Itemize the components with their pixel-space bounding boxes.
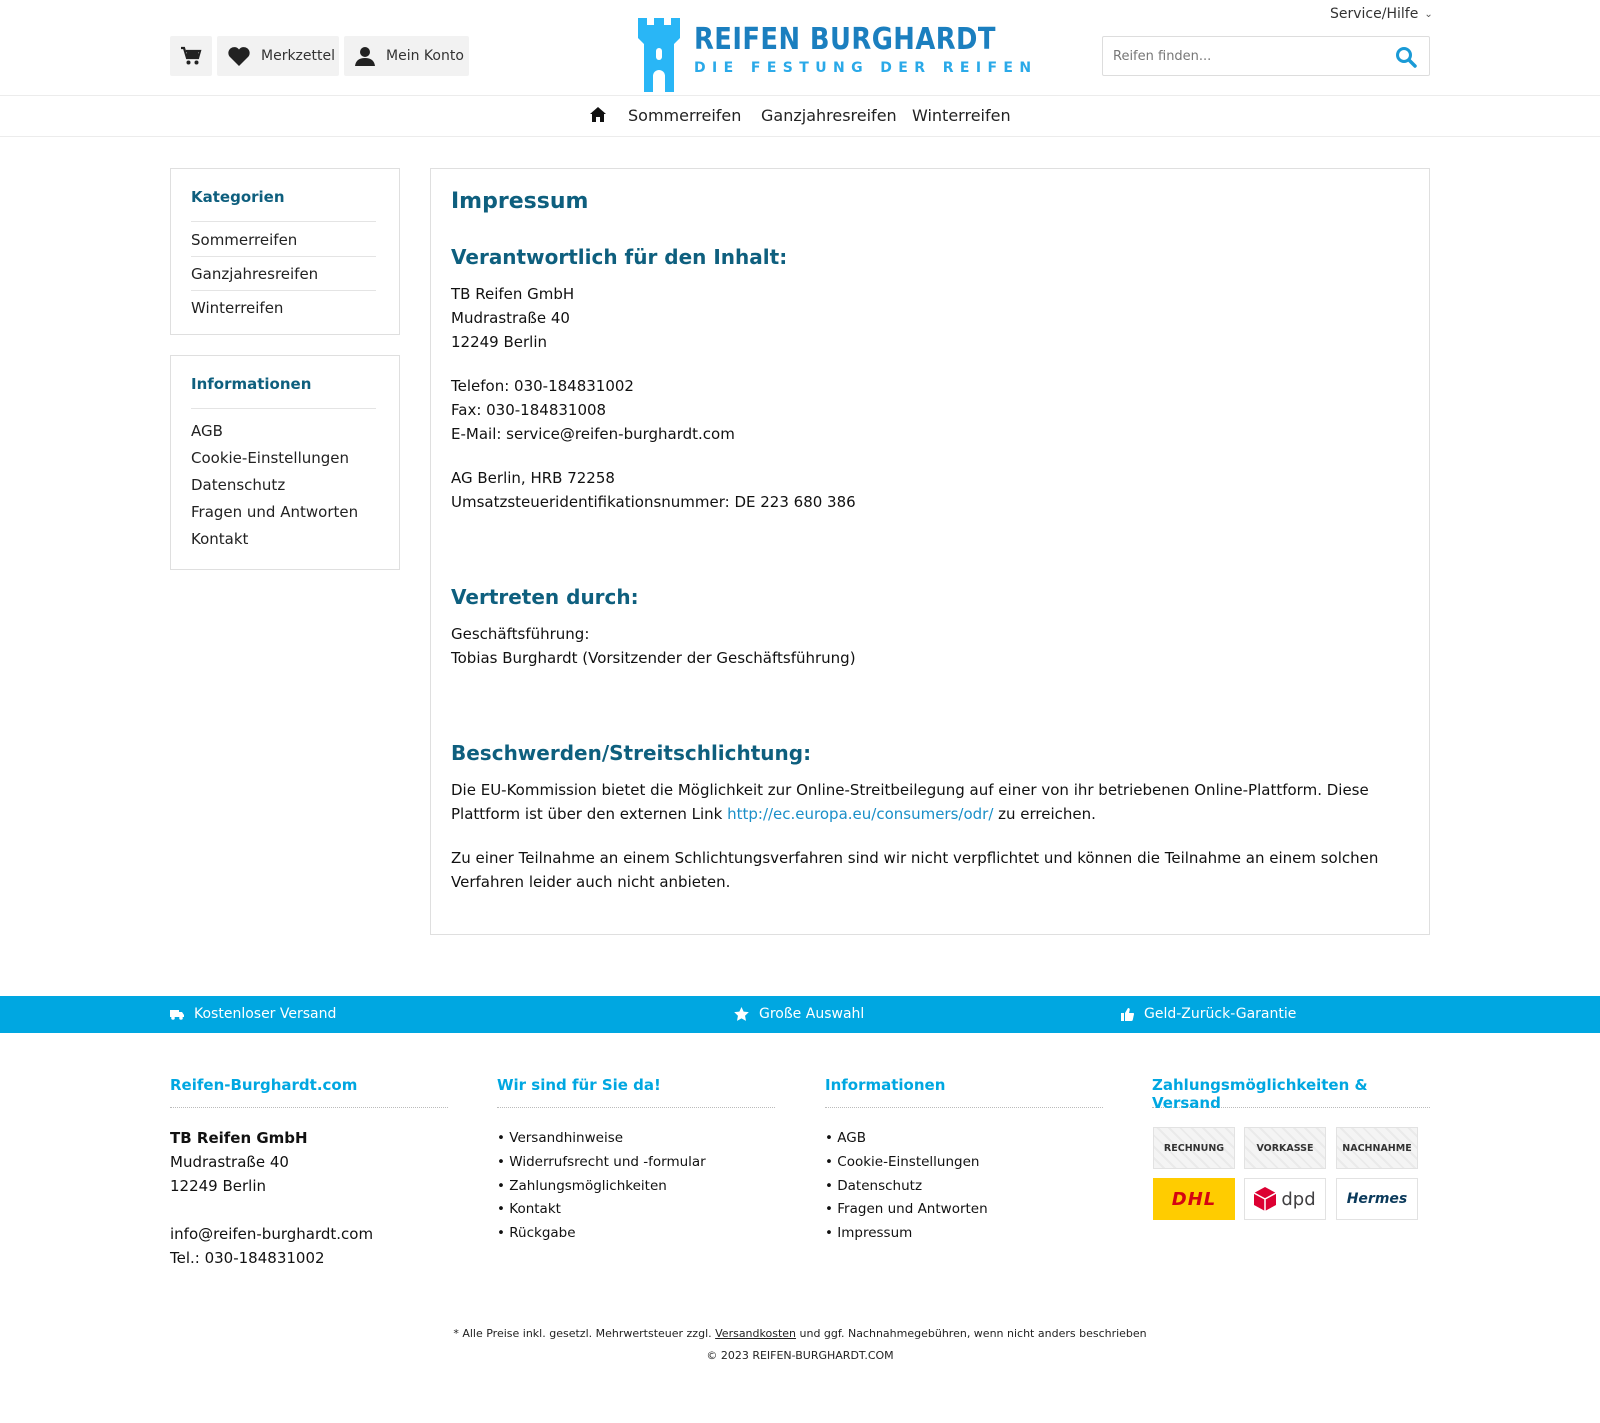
footer-street: Mudrastraße 40 (170, 1153, 289, 1171)
payment-invoice-badge: RECHNUNG (1153, 1127, 1235, 1169)
home-icon[interactable] (590, 107, 606, 122)
price-disclaimer (0, 1327, 1600, 1340)
disclaimer-prefix: * Alle Preise inkl. gesetzl. Mehrwertsteuer zzgl. (453, 1327, 716, 1340)
divider (191, 408, 376, 409)
footer-col-information (825, 1076, 1103, 1241)
footer-link-rueckgabe[interactable]: • Rückgabe (497, 1225, 576, 1241)
sidebar-item-winterreifen[interactable]: Winterreifen (191, 299, 284, 317)
dpd-logo-text: dpd (1281, 1188, 1316, 1210)
management-label: Geschäftsführung: (451, 625, 590, 643)
vat-id-text: Umsatzsteueridentifikationsnummer: DE 223 680 386 (451, 493, 856, 511)
nav-ganzjahresreifen[interactable]: Ganzjahresreifen (761, 106, 897, 125)
benefit-label: Kostenloser Versand (194, 1006, 337, 1022)
section-heading-represented: Vertreten durch: (451, 585, 639, 609)
benefit-label: Geld-Zurück-Garantie (1144, 1006, 1297, 1022)
footer-heading: Informationen (825, 1076, 1103, 1108)
page-title: Impressum (451, 189, 589, 214)
site-logo[interactable] (638, 18, 1045, 92)
sidebar-item-datenschutz[interactable]: Datenschutz (191, 476, 286, 494)
chevron-down-icon: ⌄ (1424, 8, 1433, 20)
star-icon (734, 1007, 749, 1021)
divider (191, 221, 376, 222)
account-label: Mein Konto (386, 48, 464, 64)
search-input[interactable] (1103, 37, 1373, 75)
street-address: Mudrastraße 40 (451, 309, 570, 327)
dhl-logo-text: DHL (1171, 1188, 1217, 1210)
disclaimer-suffix: und ggf. Nachnahmegebühren, wenn nicht anders beschrieben (796, 1327, 1147, 1340)
fax-text: Fax: 030-184831008 (451, 401, 607, 419)
footer-link-zahlungsmoeglichkeiten[interactable]: • Zahlungsmöglichkeiten (497, 1178, 667, 1194)
city-address: 12249 Berlin (451, 333, 548, 351)
sidebar-item-cookie-settings[interactable]: Cookie-Einstellungen (191, 449, 350, 467)
categories-box (170, 168, 400, 335)
odr-text-line1: Die EU-Kommission bietet die Möglichkeit zur Online-Streitbeilegung auf einer von ihr betriebenen Online-Plattform. Diese (451, 781, 1369, 799)
odr-text-suffix: zu erreichen. (993, 805, 1096, 823)
hermes-logo (1336, 1178, 1418, 1220)
footer-link-versandhinweise[interactable]: • Versandhinweise (497, 1130, 623, 1146)
dhl-logo (1153, 1178, 1235, 1220)
odr-link[interactable]: http://ec.europa.eu/consumers/odr/ (727, 805, 994, 823)
footer-heading: Zahlungsmöglichkeiten & Versand (1152, 1076, 1430, 1108)
footer-email[interactable]: info@reifen-burghardt.com (170, 1225, 374, 1243)
benefit-free-shipping (170, 1006, 336, 1022)
company-name: TB Reifen GmbH (451, 285, 575, 303)
sidebar-item-sommerreifen[interactable]: Sommerreifen (191, 231, 298, 249)
footer-phone: Tel.: 030-184831002 (170, 1249, 325, 1267)
sidebar-item-kontakt[interactable]: Kontakt (191, 530, 249, 548)
nav-winterreifen[interactable]: Winterreifen (912, 106, 1011, 125)
logo-subtitle: DIE FESTUNG DER REIFEN (694, 60, 1038, 76)
benefit-selection (734, 1006, 864, 1022)
section-heading-complaints: Beschwerden/Streitschlichtung: (451, 741, 812, 765)
footer-link-kontakt[interactable]: • Kontakt (497, 1201, 561, 1217)
footer-link-faq[interactable]: • Fragen und Antworten (825, 1201, 988, 1217)
odr-text-prefix: Plattform ist über den externen Link (451, 805, 728, 823)
sidebar-item-faq[interactable]: Fragen und Antworten (191, 503, 359, 521)
service-help-label: Service/Hilfe (1330, 6, 1419, 22)
account-button[interactable] (344, 36, 469, 76)
search-icon[interactable] (1395, 46, 1417, 68)
payment-cod-badge: NACHNAHME (1336, 1127, 1418, 1169)
main-navigation (0, 95, 1600, 137)
benefits-bar (0, 996, 1600, 1033)
search-box (1102, 36, 1430, 76)
footer-company: TB Reifen GmbH (170, 1129, 308, 1147)
sidebar-item-ganzjahresreifen[interactable]: Ganzjahresreifen (191, 265, 319, 283)
logo-title: REIFEN BURGHARDT (694, 22, 996, 57)
service-help-dropdown[interactable] (1330, 6, 1433, 22)
wishlist-label: Merkzettel (261, 48, 335, 64)
footer-link-impressum[interactable]: • Impressum (825, 1225, 912, 1241)
cart-button[interactable] (170, 36, 212, 76)
arbitration-text-line1: Zu einer Teilnahme an einem Schlichtungsverfahren sind wir nicht verpflichtet und können die Teilnahme an einem solchen (451, 849, 1379, 867)
payment-prepayment-badge: VORKASSE (1244, 1127, 1326, 1169)
cart-icon (180, 46, 202, 66)
register-text: AG Berlin, HRB 72258 (451, 469, 615, 487)
information-box (170, 355, 400, 570)
thumbs-up-icon (1121, 1008, 1134, 1021)
wishlist-button[interactable] (217, 36, 339, 76)
shipping-costs-link[interactable]: Versandkosten (715, 1327, 797, 1340)
email-text: E-Mail: service@reifen-burghardt.com (451, 425, 735, 443)
management-name: Tobias Burghardt (Vorsitzender der Geschäftsführung) (451, 649, 856, 667)
impressum-content (430, 168, 1430, 935)
footer-city: 12249 Berlin (170, 1177, 267, 1195)
truck-icon (170, 1009, 184, 1020)
benefit-label: Große Auswahl (759, 1006, 865, 1022)
benefit-money-back (1121, 1006, 1296, 1022)
nav-sommerreifen[interactable]: Sommerreifen (628, 106, 742, 125)
section-heading-responsible: Verantwortlich für den Inhalt: (451, 245, 788, 269)
phone-text: Telefon: 030-184831002 (451, 377, 634, 395)
categories-heading: Kategorien (191, 188, 285, 206)
arbitration-text-line2: Verfahren leider auch nicht anbieten. (451, 873, 731, 891)
copyright: © 2023 REIFEN-BURGHARDT.COM (706, 1349, 894, 1362)
footer-link-widerrufsrecht[interactable]: • Widerrufsrecht und -formular (497, 1154, 706, 1170)
information-heading: Informationen (191, 375, 312, 393)
hermes-logo-text: Hermes (1346, 1191, 1408, 1207)
sidebar-item-agb[interactable]: AGB (191, 422, 223, 440)
footer-col-service (497, 1076, 775, 1241)
heart-icon (227, 46, 251, 67)
divider (191, 290, 376, 291)
footer-col-payment (1152, 1076, 1430, 1226)
dpd-cube-icon (1254, 1187, 1276, 1211)
footer-link-cookie-settings[interactable]: • Cookie-Einstellungen (825, 1154, 979, 1170)
fortress-tower-icon (638, 18, 680, 92)
divider (191, 256, 376, 257)
user-icon (354, 46, 376, 66)
footer-col-company (170, 1076, 448, 1276)
footer-heading: Wir sind für Sie da! (497, 1076, 775, 1108)
odr-text-line2 (451, 805, 1096, 823)
footer-link-agb[interactable]: • AGB (825, 1130, 866, 1146)
dpd-logo (1244, 1178, 1326, 1220)
footer-heading: Reifen-Burghardt.com (170, 1076, 448, 1108)
footer-link-datenschutz[interactable]: • Datenschutz (825, 1178, 922, 1194)
